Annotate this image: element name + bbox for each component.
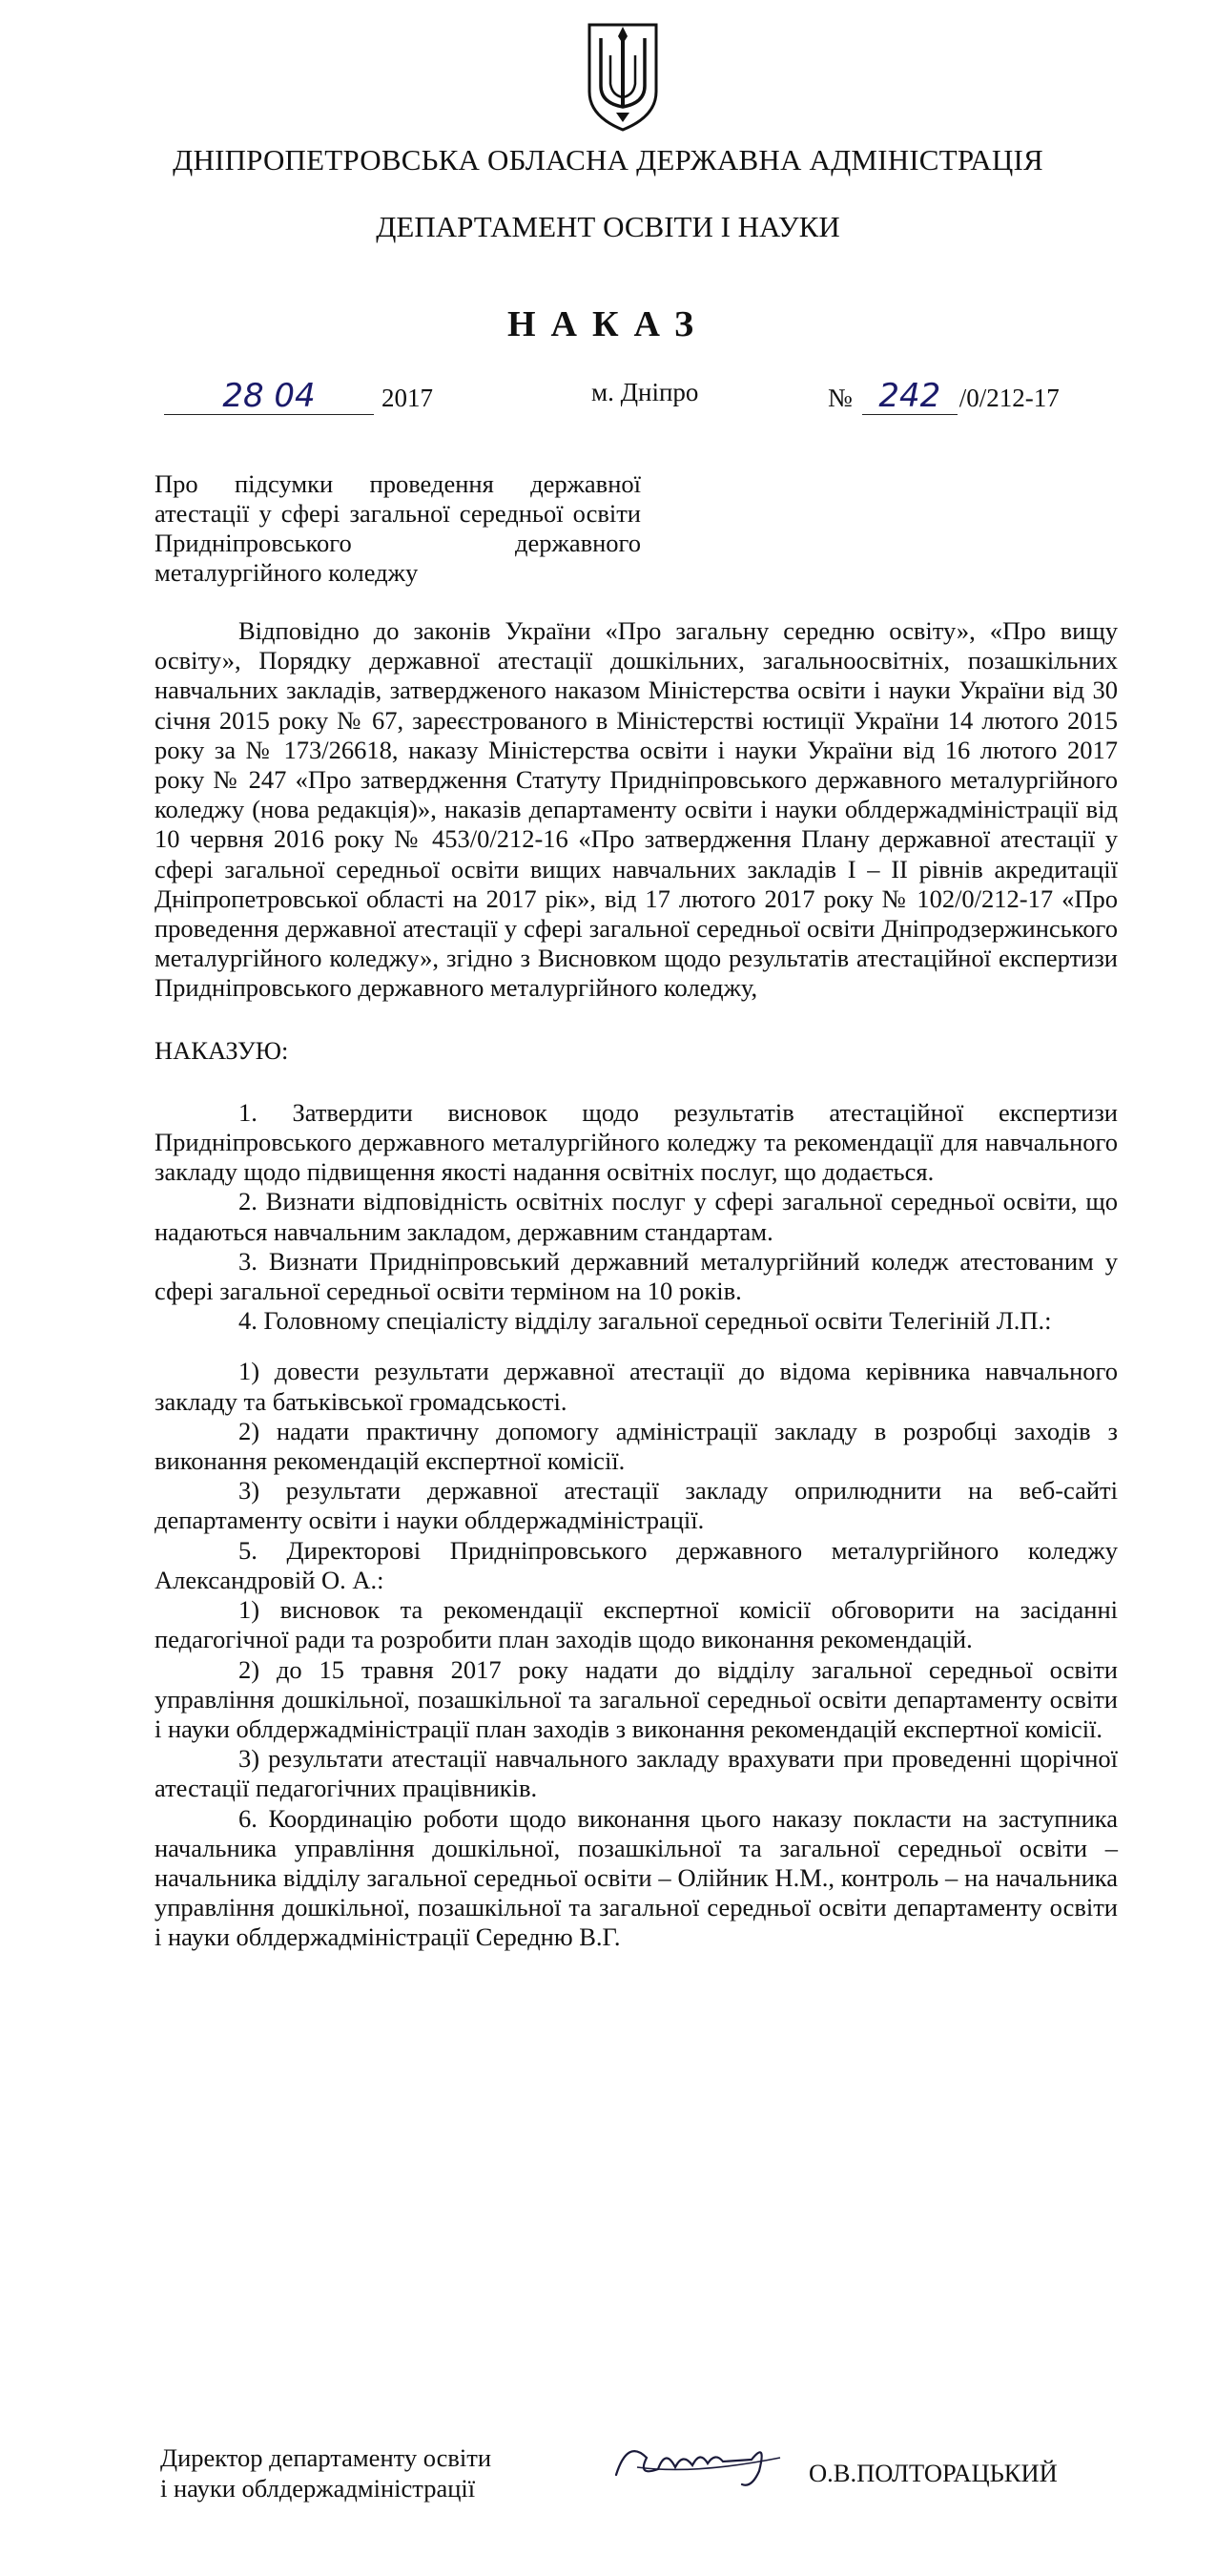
item-1: 1. Затвердити висновок щодо результатів атестаційної експертизи Придніпровського державного металургійного коледжу та рекомендації для навчального закладу щодо підвищення якості надання освітніх послуг, що додається.: [155, 1097, 1118, 1187]
department-name: ДЕПАРТАМЕНТ ОСВІТИ І НАУКИ: [376, 210, 840, 243]
signatory-name: О.В.ПОЛТОРАЦЬКИЙ: [809, 2459, 1058, 2487]
order-body: [155, 616, 1118, 1953]
document-title: НАКАЗ: [506, 304, 710, 344]
organization-name: ДНІПРОПЕТРОВСЬКА ОБЛАСНА ДЕРЖАВНА АДМІНІСТРАЦІЯ: [173, 143, 1043, 177]
number-sign: №: [828, 384, 853, 412]
trident-emblem-icon: [580, 17, 666, 134]
order-word: НАКАЗУЮ:: [155, 1035, 289, 1065]
number-suffix: /0/212-17: [958, 384, 1060, 412]
item-5-3: 3) результати атестації навчального закладу врахувати при проведенні щорічної атестації педагогічних працівників.: [155, 1744, 1118, 1803]
item-4-2: 2) надати практичну допомогу адміністрації закладу в розробці заходів з виконання рекомендацій експертної комісії.: [155, 1416, 1118, 1476]
preamble-paragraph: Відповідно до законів України «Про загальну середню освіту», «Про вищу освіту», Порядку державної атестації дошкільних, загальноосвітніх, позашкільних навчальних закладів, затвердженого наказом Міністерства освіти і науки України від 30 січня 2015 року № 67, зареєстрованого в Міністерстві юстиції України 14 лютого 2015 року за № 173/26618, наказу Міністерства освіти і науки України від 16 лютого 2017 року № 247 «Про затвердження Статуту Придніпровського державного металургійного коледжу (нова редакція)», наказів департаменту освіти і науки облдержадміністрації від 10 червня 2016 року № 453/0/212-16 «Про затвердження Плану державної атестації у сфері загальної середньої освіти вищих навчальних закладів I – II рівнів акредитації Дніпропетровської області на 2017 рік», від 17 лютого 2017 року № 102/0/212-17 «Про проведення державної атестації у сфері загальної середньої освіти Дніпродзержинського металургійного коледжу», згідно з Висновком щодо результатів атестаційної експертизи Придніпровського державного металургійного коледжу,: [155, 616, 1118, 1003]
handwritten-signature-icon: [608, 2429, 799, 2496]
order-year: 2017: [381, 384, 433, 412]
signatory-title-line-1: Директор департаменту освіти: [160, 2443, 492, 2472]
item-6: 6. Координацію роботи щодо виконання цього наказу покласти на заступника начальника управління дошкільної, позашкільної та загальної середньої освіти – начальника відділу загальної середньої освіти – Олійник Н.М., контроль – на начальника управління дошкільної, позашкільної та загальної середньої освіти департаменту освіти і науки облдержадміністрації Середню В.Г.: [155, 1803, 1118, 1952]
item-4-1: 1) довести результати державної атестації до відома керівника навчального закладу та батьківської громадськості.: [155, 1357, 1118, 1416]
item-5: 5. Директорові Придніпровського державного металургійного коледжу Александровій О. А.:: [155, 1535, 1118, 1594]
signatory-title: [160, 2442, 561, 2503]
item-5-1: 1) висновок та рекомендації експертної комісії обговорити на засіданні педагогічної ради та розробити план заходів щодо виконання рекомендацій.: [155, 1595, 1118, 1654]
item-3: 3. Визнати Придніпровський державний металургійний коледж атестованим у сфері загальної середньої освіти терміном на 10 років.: [155, 1246, 1118, 1306]
handwritten-date: 28 04: [164, 378, 374, 415]
order-subject: Про підсумки проведення державної атестації у сфері загальної середньої освіти Придніпровського державного металургійного коледжу: [155, 469, 641, 587]
signatory-title-line-2: і науки облдержадміністрації: [160, 2474, 476, 2503]
item-2: 2. Визнати відповідність освітніх послуг у сфері загальної середньої освіти, що надаються навчальним закладом, державним стандартам.: [155, 1187, 1118, 1246]
order-date: [164, 378, 433, 415]
order-number: [828, 378, 1060, 415]
item-4-3: 3) результати державної атестації закладу оприлюднити на веб-сайті департаменту освіти і науки облдержадміністрації.: [155, 1476, 1118, 1535]
handwritten-number: 242: [862, 378, 958, 415]
item-5-2: 2) до 15 травня 2017 року надати до відділу загальної середньої освіти управління дошкільної, позашкільної та загальної середньої освіти департаменту освіти і науки облдержадміністрації план заходів з виконання рекомендацій експертної комісії.: [155, 1654, 1118, 1743]
item-4: 4. Головному спеціалісту відділу загальної середньої освіти Телегіній Л.П.:: [238, 1306, 1052, 1336]
order-city: м. Дніпро: [591, 378, 699, 406]
